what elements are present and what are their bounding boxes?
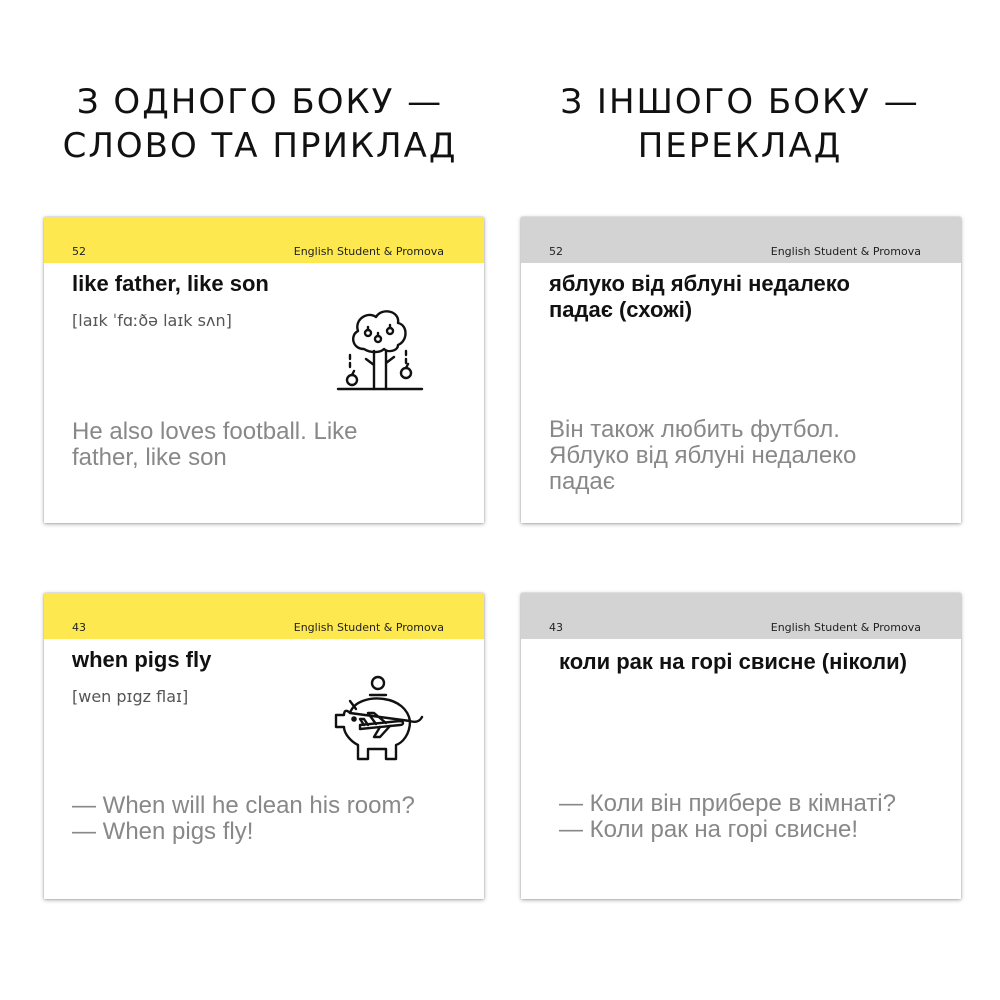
card-example <box>559 791 939 843</box>
heading-front-side <box>40 80 480 168</box>
heading-line: З ОДНОГО БОКУ — <box>76 82 444 122</box>
card-number: 43 <box>549 621 563 634</box>
card-brand: English Student & Promova <box>293 621 444 634</box>
example-line: Він також любить футбол. <box>549 416 840 443</box>
card-brand: English Student & Promova <box>293 245 444 258</box>
flashcard-back-like-father <box>521 217 961 523</box>
card-example <box>72 793 452 845</box>
example-line: — Коли він прибере в кімнаті? <box>559 790 896 817</box>
flashcard-front-like-father <box>44 217 484 523</box>
card-number: 43 <box>72 621 86 634</box>
card-brand: English Student & Promova <box>770 245 921 258</box>
flashcard-front-when-pigs-fly <box>44 593 484 899</box>
card-term: яблуко від яблуні недалеко падає (схожі) <box>549 271 850 322</box>
example-line: — Коли рак на горі свисне! <box>559 816 859 843</box>
heading-line: З ІНШОГО БОКУ — <box>560 82 920 122</box>
card-term: like father, like son <box>72 271 269 296</box>
example-line: He also loves football. Like <box>72 418 358 445</box>
card-transcription: [laɪk ˈfɑːðə laɪk sʌn] <box>72 311 232 330</box>
card-example <box>549 417 929 495</box>
card-transcription: [wen pɪgz flaɪ] <box>72 687 189 706</box>
heading-line: СЛОВО ТА ПРИКЛАД <box>62 126 458 166</box>
heading-line: ПЕРЕКЛАД <box>637 126 843 166</box>
example-line: падає <box>549 468 615 495</box>
example-line: Яблуко від яблуні недалеко <box>549 442 857 469</box>
card-term: when pigs fly <box>72 647 212 672</box>
example-line: — When will he clean his room? <box>72 792 415 819</box>
example-line: — When pigs fly! <box>72 818 254 845</box>
example-line: father, like son <box>72 444 227 471</box>
apple-tree-icon <box>334 305 426 397</box>
card-term: коли рак на горі свисне (ніколи) <box>559 649 907 674</box>
card-example <box>72 419 452 471</box>
card-number: 52 <box>72 245 86 258</box>
card-brand: English Student & Promova <box>770 621 921 634</box>
piggy-bank-airplane-icon <box>330 673 426 769</box>
card-number: 52 <box>549 245 563 258</box>
flashcard-back-when-pigs-fly <box>521 593 961 899</box>
heading-back-side <box>520 80 960 168</box>
